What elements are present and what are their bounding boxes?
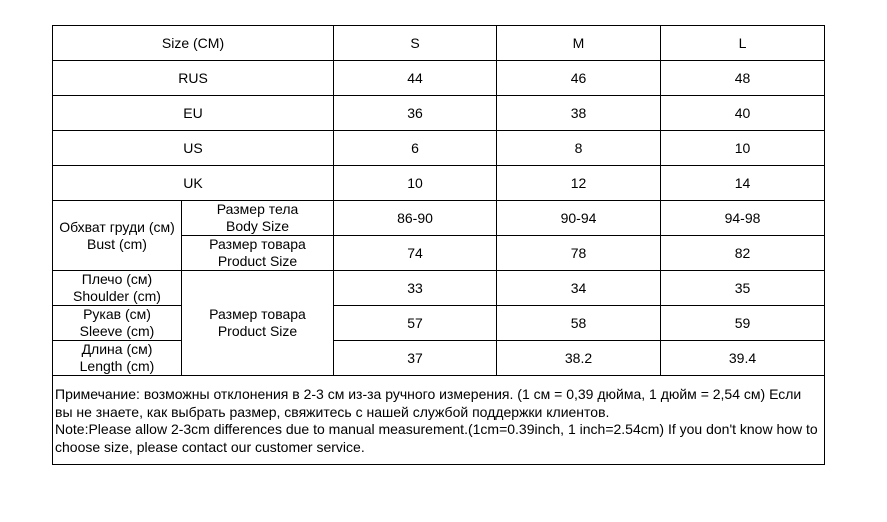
size-header-cell: Size (CM) bbox=[53, 26, 334, 61]
measurement-label-en: Sleeve (cm) bbox=[79, 323, 155, 339]
size-value: 86-90 bbox=[334, 201, 497, 236]
size-value: 10 bbox=[661, 131, 825, 166]
size-value: 8 bbox=[497, 131, 661, 166]
product-size-label-en: Product Size bbox=[217, 253, 298, 269]
table-row bbox=[53, 96, 825, 131]
size-value: 33 bbox=[334, 271, 497, 306]
size-value: 35 bbox=[661, 271, 825, 306]
size-m-header: M bbox=[497, 26, 661, 61]
note-text-en: Note:Please allow 2-3cm differences due to manual measurement.(1cm=0.39inch, 1 inch=2.54cm) If you don't know how to choose size, please contact our customer service. bbox=[55, 421, 818, 455]
size-value: 12 bbox=[497, 166, 661, 201]
size-value: 37 bbox=[334, 341, 497, 376]
size-l-header: L bbox=[661, 26, 825, 61]
body-size-label bbox=[182, 201, 334, 236]
size-value: 39.4 bbox=[661, 341, 825, 376]
size-value: 82 bbox=[661, 236, 825, 271]
size-value: 57 bbox=[334, 306, 497, 341]
size-value: 34 bbox=[497, 271, 661, 306]
size-value: 48 bbox=[661, 61, 825, 96]
bust-label bbox=[53, 201, 182, 271]
measurement-label-en: Shoulder (cm) bbox=[73, 288, 161, 304]
measurement-label bbox=[53, 271, 182, 306]
size-value: 58 bbox=[497, 306, 661, 341]
bust-label-ru: Обхват груди (см) bbox=[59, 218, 175, 235]
size-value: 44 bbox=[334, 61, 497, 96]
measurement-label-en: Length (cm) bbox=[79, 358, 155, 374]
product-size-label-en: Product Size bbox=[217, 323, 298, 339]
table-row bbox=[53, 201, 825, 236]
table-row bbox=[53, 341, 825, 376]
bust-label-en: Bust (cm) bbox=[87, 235, 147, 252]
body-size-label-en: Body Size bbox=[225, 218, 290, 234]
measurement-label-ru: Длина (см) bbox=[81, 341, 153, 357]
size-value: 14 bbox=[661, 166, 825, 201]
note-row bbox=[53, 376, 825, 465]
size-value: 90-94 bbox=[497, 201, 661, 236]
body-size-label-ru: Размер тела bbox=[216, 201, 299, 217]
region-label: RUS bbox=[53, 61, 334, 96]
size-value: 78 bbox=[497, 236, 661, 271]
region-label: UK bbox=[53, 166, 334, 201]
table-row bbox=[53, 271, 825, 306]
size-value: 94-98 bbox=[661, 201, 825, 236]
table-row bbox=[53, 61, 825, 96]
size-value: 36 bbox=[334, 96, 497, 131]
size-s-header: S bbox=[334, 26, 497, 61]
size-chart-table bbox=[52, 25, 825, 465]
table-row bbox=[53, 306, 825, 341]
region-label: US bbox=[53, 131, 334, 166]
size-value: 38 bbox=[497, 96, 661, 131]
size-value: 10 bbox=[334, 166, 497, 201]
product-size-label-ru: Размер товара bbox=[209, 306, 306, 322]
size-value: 38.2 bbox=[497, 341, 661, 376]
product-size-label bbox=[182, 236, 334, 271]
size-value: 46 bbox=[497, 61, 661, 96]
note-text-ru: Примечание: возможны отклонения в 2-3 см из-за ручного измерения. (1 см = 0,39 дюйма, 1 дюйм = 2,54 см) Если вы не знаете, как выбрать размер, свяжитесь с нашей службой поддержки клиентов. bbox=[55, 386, 802, 420]
size-value: 74 bbox=[334, 236, 497, 271]
product-size-label bbox=[182, 271, 334, 376]
header-row bbox=[53, 26, 825, 61]
note-cell bbox=[53, 376, 825, 465]
measurement-label bbox=[53, 306, 182, 341]
measurement-label bbox=[53, 341, 182, 376]
product-size-label-ru: Размер товара bbox=[209, 236, 306, 252]
measurement-label-ru: Плечо (см) bbox=[81, 271, 153, 287]
size-value: 6 bbox=[334, 131, 497, 166]
table-row bbox=[53, 131, 825, 166]
measurement-label-ru: Рукав (см) bbox=[83, 306, 151, 322]
table-row bbox=[53, 166, 825, 201]
region-label: EU bbox=[53, 96, 334, 131]
size-value: 40 bbox=[661, 96, 825, 131]
size-value: 59 bbox=[661, 306, 825, 341]
